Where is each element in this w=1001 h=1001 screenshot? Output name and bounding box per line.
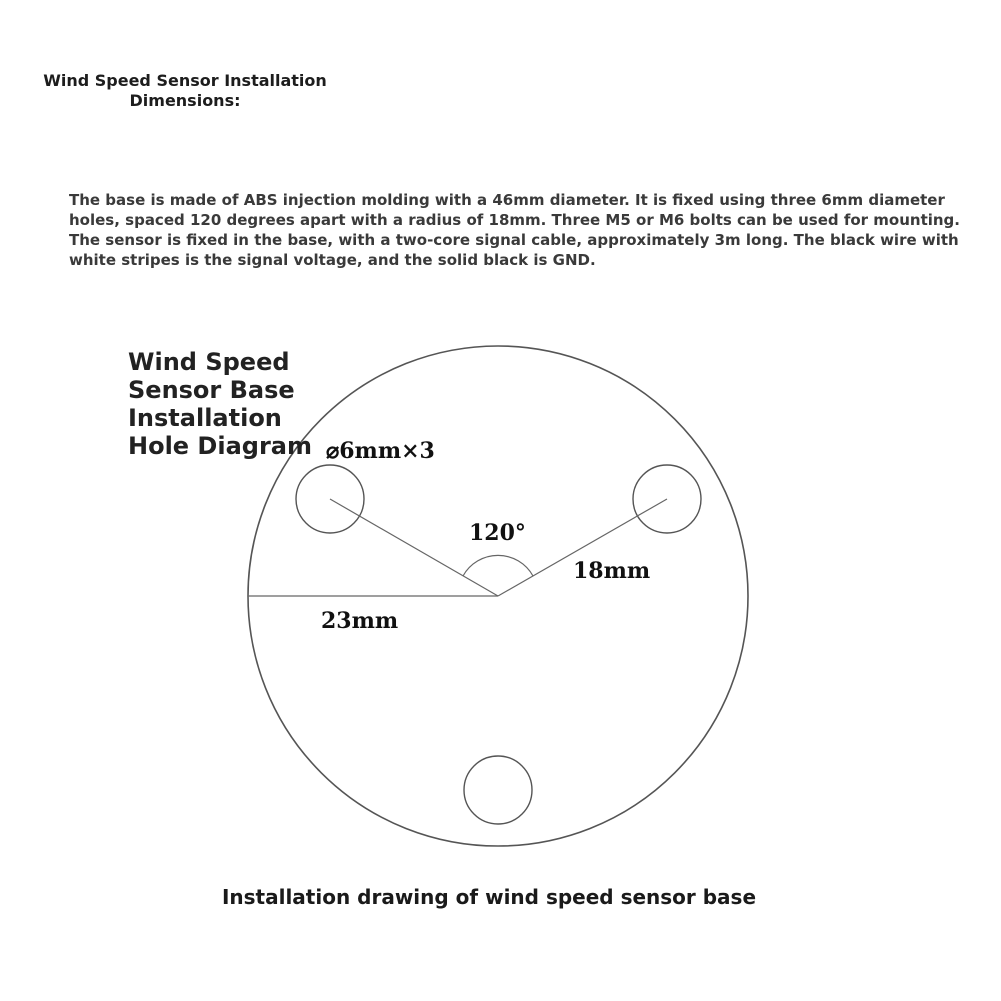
- mounting-hole-bottom: [464, 756, 532, 824]
- base-radius-label: 23mm: [321, 608, 399, 634]
- diagram-caption: Installation drawing of wind speed sensor base: [221, 885, 757, 909]
- diagram-title: Wind Speed Sensor Base Installation Hole Diagram: [128, 348, 312, 460]
- description-text: The base is made of ABS injection molding with a 46mm diameter. It is fixed using three 6mm diameter holes, spaced 120 degrees apart with a radius of 18mm. Three M5 or M6 bolts can be used for mounting. The sensor is fixed in the base, with a two-core signal cable, approximately 3m long. The black wire with white stripes is the signal voltage, and the solid black is GND.: [69, 191, 960, 269]
- hole-size-label: ⌀6mm×3: [326, 438, 435, 464]
- page-heading: Wind Speed Sensor Installation Dimensions:: [43, 71, 327, 110]
- angle-arc: [463, 555, 533, 576]
- hole-radius-line-left: [330, 499, 498, 596]
- hole-radius-label: 18mm: [573, 558, 651, 584]
- angle-label: 120°: [469, 520, 526, 546]
